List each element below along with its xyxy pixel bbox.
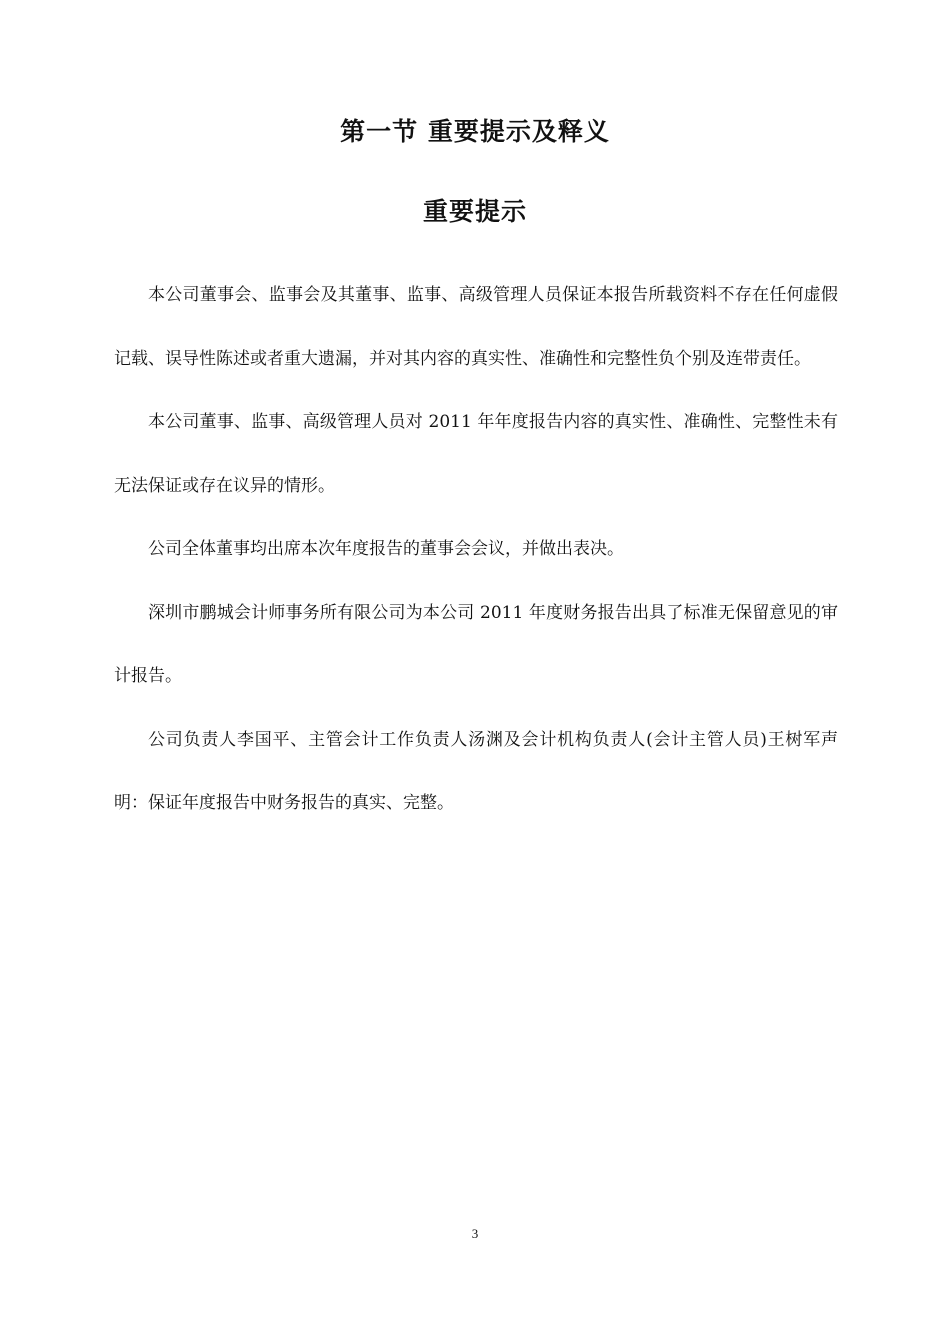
sub-title: 重要提示 (422, 197, 527, 226)
page-number: 3 (471, 1226, 479, 1241)
paragraph-board-attendance: 公司全体董事均出席本次年度报告的董事会会议，并做出表决。 (148, 539, 624, 559)
paragraph-no-objection: 本公司董事、监事、高级管理人员对 2011 年年度报告内容的真实性、准确性、完整性未有无法保证或存在议异的情形。 (114, 412, 838, 496)
paragraph-responsible-statement: 公司负责人李国平、主管会计工作负责人汤渊及会计机构负责人(会计主管人员)王树军声明：保证年度报告中财务报告的真实、完整。 (114, 729, 838, 813)
document-body (114, 264, 838, 836)
paragraph-board-guarantee: 本公司董事会、监事会及其董事、监事、高级管理人员保证本报告所载资料不存在任何虚假记载、误导性陈述或者重大遗漏，并对其内容的真实性、准确性和完整性负个别及连带责任。 (114, 285, 838, 369)
section-title: 第一节 重要提示及释义 (340, 117, 610, 146)
paragraph-audit-opinion: 深圳市鹏城会计师事务所有限公司为本公司 2011 年度财务报告出具了标准无保留意见的审计报告。 (114, 602, 838, 686)
